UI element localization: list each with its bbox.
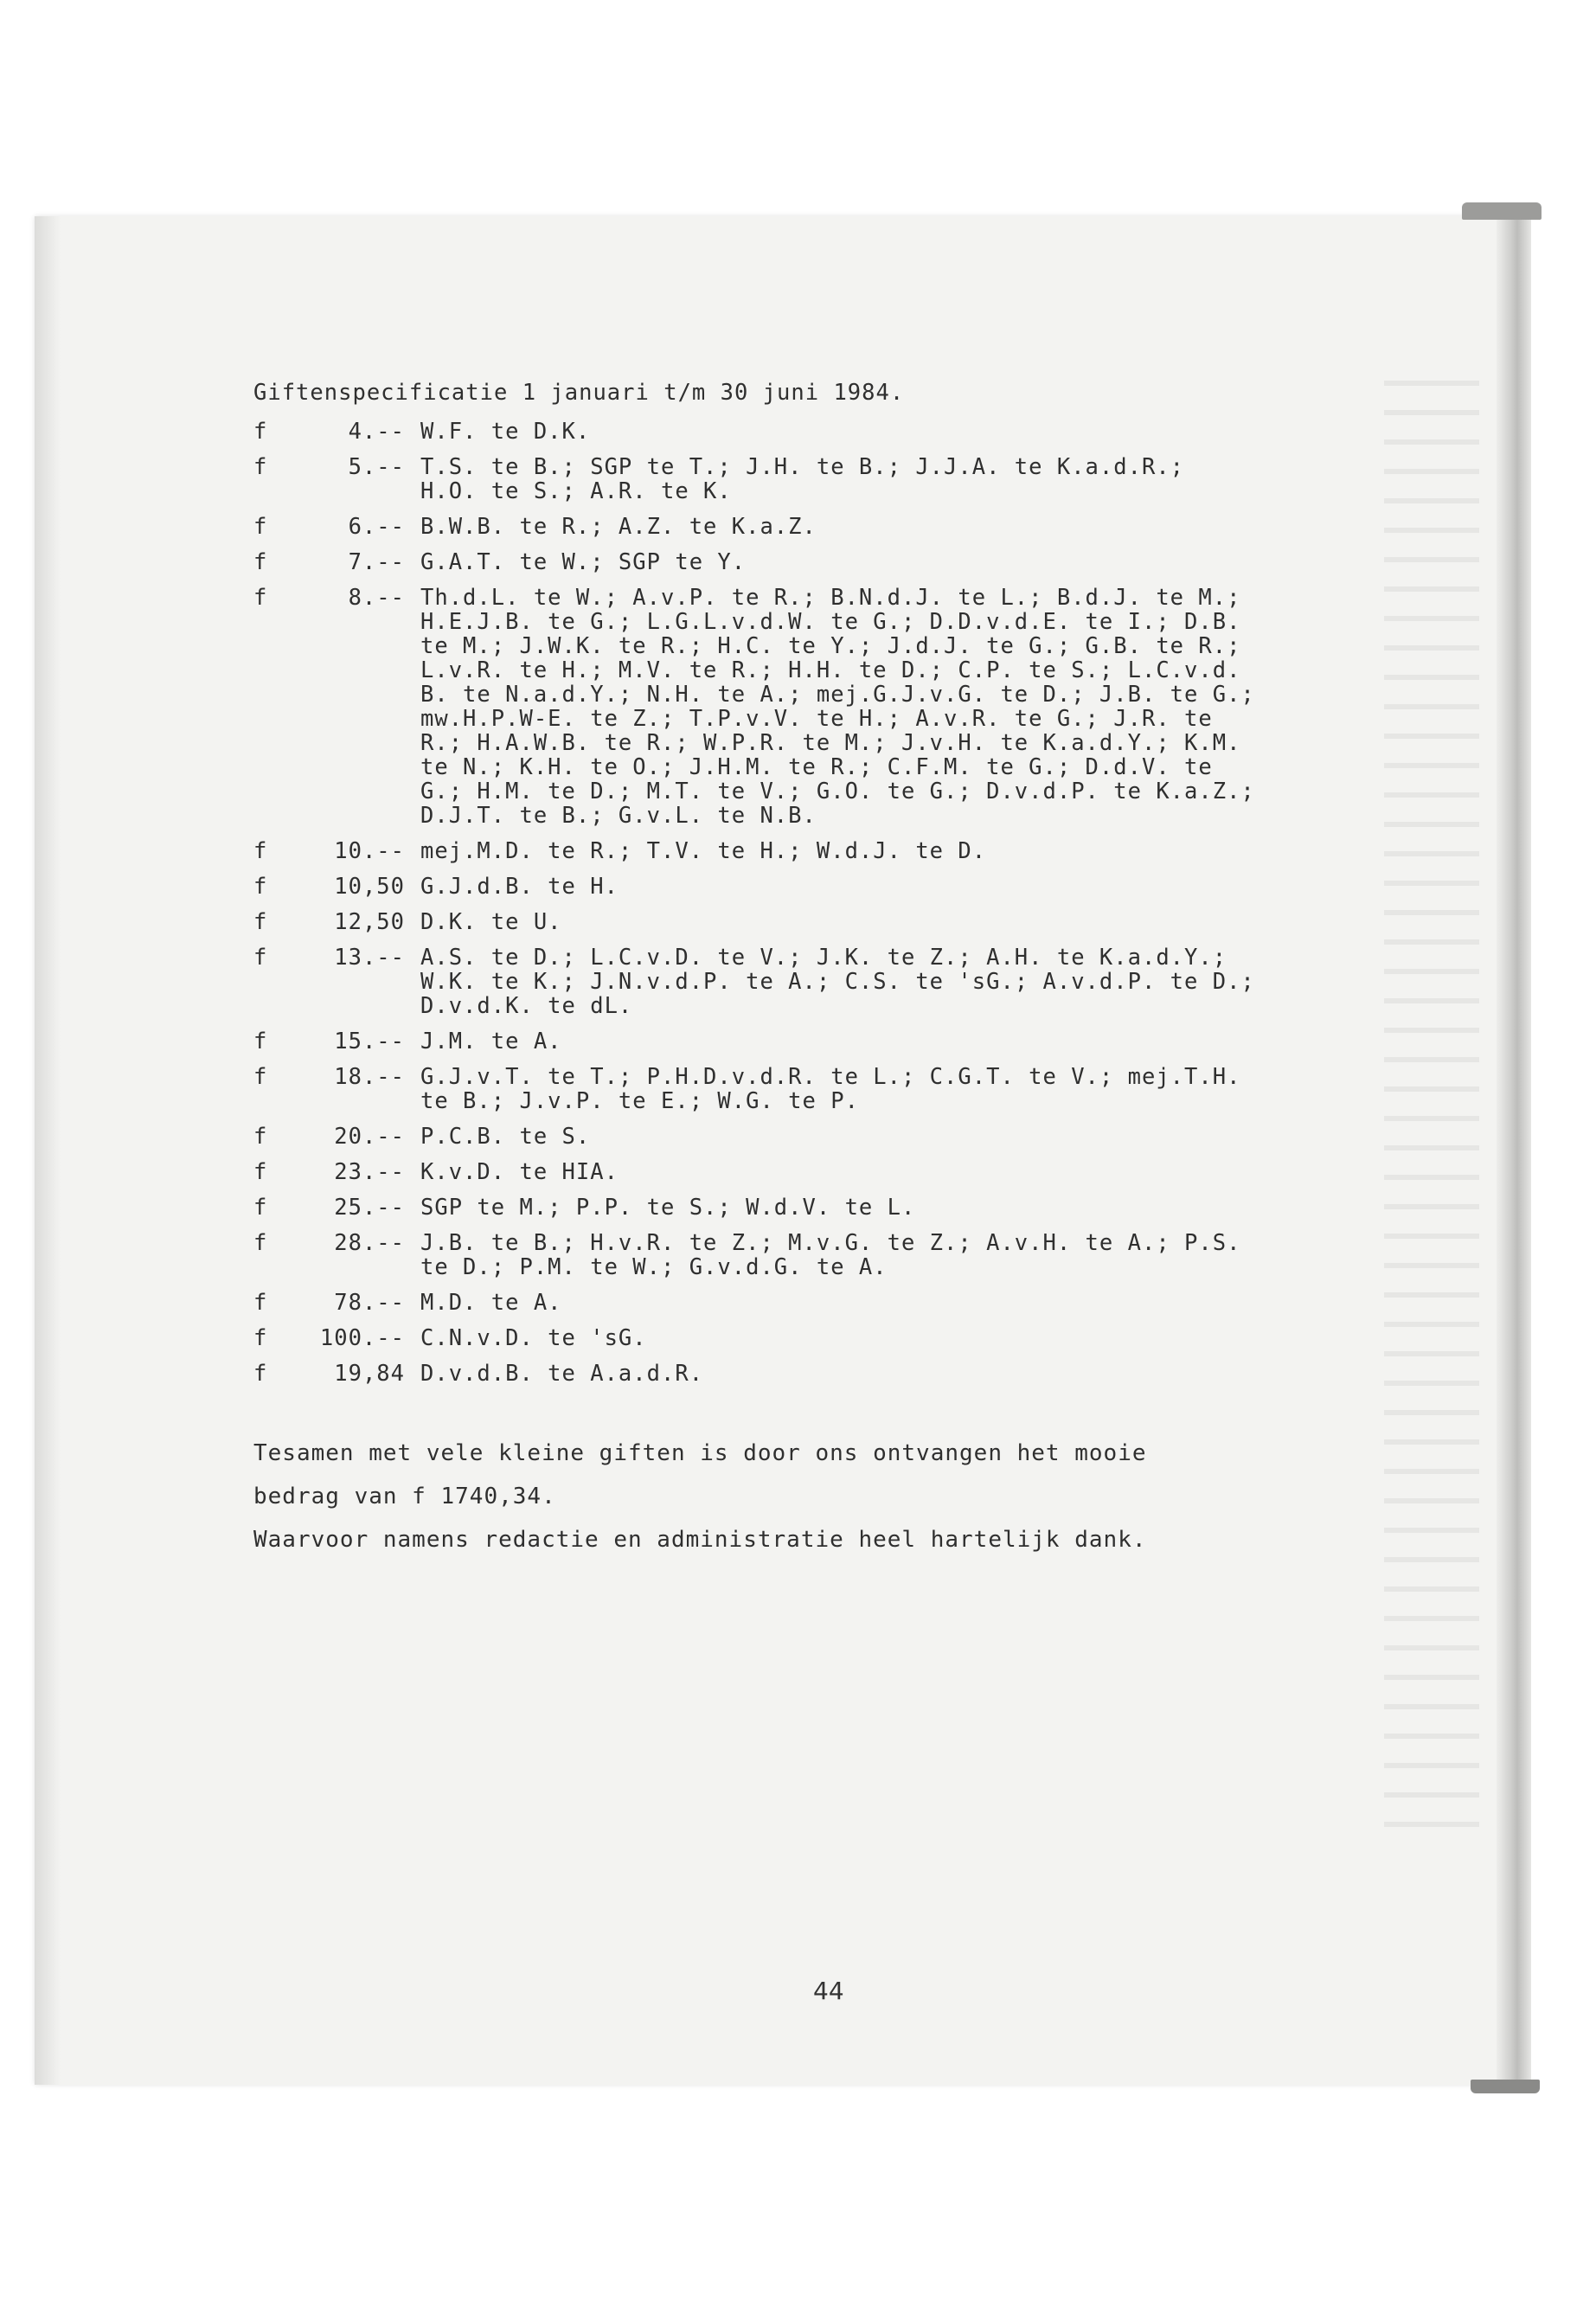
donor-line: B. te N.a.d.Y.; N.H. te A.; mej.G.J.v.G. te D.; J.B. te G.; [420, 682, 1255, 708]
donation-entry [253, 839, 1447, 863]
currency-symbol: f [253, 1195, 268, 1221]
donation-amount: 10,50 [334, 874, 405, 900]
donation-entry [253, 910, 1447, 934]
donor-line: te N.; K.H. te O.; J.H.M. te R.; C.F.M. te G.; D.d.V. te [420, 754, 1213, 780]
summary-line-1: Tesamen met vele kleine giften is door ons ontvangen het mooie [253, 1440, 1147, 1466]
donor-list [420, 1362, 1447, 1386]
donor-list [420, 586, 1447, 828]
donor-line: te B.; J.v.P. te E.; W.G. te P. [420, 1088, 859, 1114]
page-number: 44 [813, 1977, 844, 2005]
donation-entry [253, 455, 1447, 503]
page-title: Giftenspecificatie 1 januari t/m 30 juni 1984. [253, 380, 905, 406]
donation-entry [253, 1160, 1447, 1184]
donor-line: L.v.R. te H.; M.V. te R.; H.H. te D.; C.P. te S.; L.C.v.d. [420, 657, 1241, 683]
currency-symbol: f [253, 585, 268, 611]
donor-line: J.B. te B.; H.v.R. te Z.; M.v.G. te Z.; A.v.H. te A.; P.S. [420, 1230, 1241, 1256]
summary-line-3: Waarvoor namens redactie en administratie heel hartelijk dank. [253, 1527, 1147, 1553]
currency-symbol: f [253, 419, 268, 445]
donation-entry [253, 1291, 1447, 1315]
donation-entry [253, 550, 1447, 574]
donor-list [420, 1231, 1447, 1279]
donor-list [420, 1195, 1447, 1220]
donor-line: SGP te M.; P.P. te S.; W.d.V. te L. [420, 1195, 916, 1221]
donation-amount: 20.-- [334, 1124, 405, 1150]
donor-line: te D.; P.M. te W.; G.v.d.G. te A. [420, 1254, 888, 1280]
donor-line: G.J.d.B. te H. [420, 874, 619, 900]
donation-amount: 7.-- [348, 549, 405, 575]
donor-line: G.J.v.T. te T.; P.H.D.v.d.R. te L.; C.G.T. te V.; mej.T.H. [420, 1064, 1241, 1090]
donor-line: H.O. te S.; A.R. te K. [420, 478, 732, 504]
donor-line: mej.M.D. te R.; T.V. te H.; W.d.J. te D. [420, 838, 987, 864]
page-left-edge [35, 216, 61, 2085]
donation-entry [253, 1195, 1447, 1220]
donation-amount: 8.-- [348, 585, 405, 611]
donation-list [253, 376, 1447, 1566]
donation-entry [253, 420, 1447, 444]
currency-symbol: f [253, 1290, 268, 1316]
entries-container [253, 420, 1447, 1386]
donor-list [420, 515, 1447, 539]
donation-amount: 5.-- [348, 454, 405, 480]
donor-line: mw.H.P.W-E. te Z.; T.P.v.V. te H.; A.v.R. te G.; J.R. te [420, 706, 1213, 732]
currency-symbol: f [253, 945, 268, 971]
donor-line: J.M. te A. [420, 1029, 562, 1054]
donation-entry [253, 1029, 1447, 1054]
donor-list [420, 910, 1447, 934]
donation-amount: 28.-- [334, 1230, 405, 1256]
donation-amount: 18.-- [334, 1064, 405, 1090]
currency-symbol: f [253, 454, 268, 480]
donation-entry [253, 875, 1447, 899]
donation-amount: 4.-- [348, 419, 405, 445]
donation-amount: 15.-- [334, 1029, 405, 1054]
donor-list [420, 1160, 1447, 1184]
donation-amount: 25.-- [334, 1195, 405, 1221]
donor-line: R.; H.A.W.B. te R.; W.P.R. te M.; J.v.H. te K.a.d.Y.; K.M. [420, 730, 1241, 756]
donor-list [420, 1029, 1447, 1054]
donation-entry [253, 1362, 1447, 1386]
donation-entry [253, 1326, 1447, 1350]
donation-amount: 78.-- [334, 1290, 405, 1316]
donor-line: G.A.T. te W.; SGP te Y. [420, 549, 747, 575]
donor-list [420, 1065, 1447, 1113]
donation-amount: 13.-- [334, 945, 405, 971]
donor-line: D.J.T. te B.; G.v.L. te N.B. [420, 803, 817, 829]
currency-symbol: f [253, 1124, 268, 1150]
donor-line: D.v.d.K. te dL. [420, 993, 633, 1019]
currency-symbol: f [253, 1325, 268, 1351]
donor-line: A.S. te D.; L.C.v.D. te V.; J.K. te Z.; A.H. te K.a.d.Y.; [420, 945, 1227, 971]
currency-symbol: f [253, 1029, 268, 1054]
currency-symbol: f [253, 549, 268, 575]
currency-symbol: f [253, 838, 268, 864]
donor-line: B.W.B. te R.; A.Z. te K.a.Z. [420, 514, 817, 540]
currency-symbol: f [253, 1230, 268, 1256]
donation-entry [253, 945, 1447, 1018]
donor-line: W.K. te K.; J.N.v.d.P. te A.; C.S. te 'sG.; A.v.d.P. te D.; [420, 969, 1255, 995]
donor-list [420, 1125, 1447, 1149]
currency-symbol: f [253, 1361, 268, 1387]
donation-amount: 6.-- [348, 514, 405, 540]
donor-line: D.K. te U. [420, 909, 562, 935]
donation-entry [253, 1125, 1447, 1149]
currency-symbol: f [253, 874, 268, 900]
binding-cap-top [1462, 202, 1542, 220]
donor-list [420, 420, 1447, 444]
binding-cap-bottom [1471, 2080, 1540, 2093]
donation-amount: 12,50 [334, 909, 405, 935]
summary [253, 1436, 1447, 1557]
donor-line: D.v.d.B. te A.a.d.R. [420, 1361, 704, 1387]
donor-list [420, 455, 1447, 503]
donor-list [420, 945, 1447, 1018]
donor-line: M.D. te A. [420, 1290, 562, 1316]
donor-line: T.S. te B.; SGP te T.; J.H. te B.; J.J.A. te K.a.d.R.; [420, 454, 1185, 480]
donor-line: H.E.J.B. te G.; L.G.L.v.d.W. te G.; D.D.v.d.E. te I.; D.B. [420, 609, 1241, 635]
currency-symbol: f [253, 1064, 268, 1090]
currency-symbol: f [253, 1159, 268, 1185]
donor-line: C.N.v.D. te 'sG. [420, 1325, 647, 1351]
donor-list [420, 839, 1447, 863]
donor-line: P.C.B. te S. [420, 1124, 591, 1150]
donor-list [420, 550, 1447, 574]
donation-entry [253, 586, 1447, 828]
donation-entry [253, 1065, 1447, 1113]
donation-entry [253, 1231, 1447, 1279]
donor-line: W.F. te D.K. [420, 419, 591, 445]
donation-entry [253, 515, 1447, 539]
currency-symbol: f [253, 909, 268, 935]
donor-list [420, 1326, 1447, 1350]
summary-line-2: bedrag van f 1740,34. [253, 1484, 556, 1509]
donor-list [420, 1291, 1447, 1315]
donor-line: G.; H.M. te D.; M.T. te V.; G.O. te G.; D.v.d.P. te K.a.Z.; [420, 779, 1255, 804]
donation-amount: 19,84 [334, 1361, 405, 1387]
donation-amount: 23.-- [334, 1159, 405, 1185]
book-binding [1497, 216, 1531, 2085]
donor-line: te M.; J.W.K. te R.; H.C. te Y.; J.d.J. te G.; G.B. te R.; [420, 633, 1241, 659]
donor-list [420, 875, 1447, 899]
donor-line: Th.d.L. te W.; A.v.P. te R.; B.N.d.J. te L.; B.d.J. te M.; [420, 585, 1241, 611]
currency-symbol: f [253, 514, 268, 540]
donation-amount: 10.-- [334, 838, 405, 864]
donor-line: K.v.D. te HIA. [420, 1159, 619, 1185]
donation-amount: 100.-- [319, 1325, 405, 1351]
